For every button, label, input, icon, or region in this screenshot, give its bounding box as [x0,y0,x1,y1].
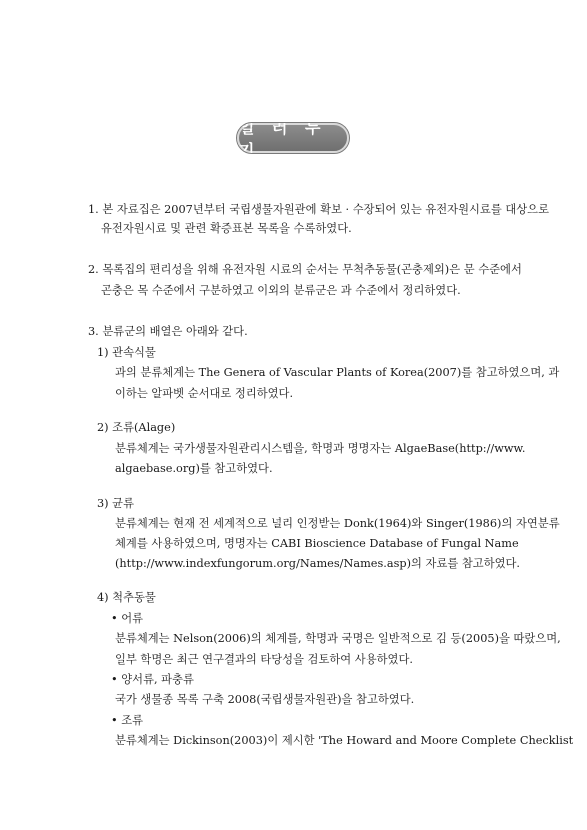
bullet-birds-label: • 조류 [111,714,144,727]
subsection-3-line-2: 체계를 사용하였으며, 명명자는 CABI Bioscience Database of Fungal Name [115,537,519,550]
subsection-3-heading: 3) 균류 [97,497,135,510]
subsection-4-heading: 4) 척추동물 [97,591,156,604]
subsection-1-line-1: 과의 분류체계는 The Genera of Vascular Plants of Korea(2007)를 참고하였으며, 과 [115,366,560,379]
subsection-1-line-2: 이하는 알파벳 순서대로 정리하였다. [115,387,294,400]
subsection-3-line-1: 분류체계는 현재 전 세계적으로 널리 인정받는 Donk(1964)와 Singer(1986)의 자연분류 [115,517,560,530]
bullet-fish-label: • 어류 [111,612,144,625]
section-1-line-1: 1. 본 자료집은 2007년부터 국립생물자원관에 확보 · 수장되어 있는 유전자원시료를 대상으로 [88,203,549,216]
section-2-line-2: 곤충은 목 수준에서 구분하였고 이외의 분류군은 과 수준에서 정리하였다. [101,284,461,297]
subsection-2-heading: 2) 조류(Alage) [97,421,176,434]
bullet-birds-line-1: 분류체계는 Dickinson(2003)이 제시한 'The Howard and Moore Complete Checklist [115,734,574,747]
subsection-2-line-2: algaebase.org)를 참고하였다. [115,462,273,475]
section-2-line-1: 2. 목록집의 편리성을 위해 유전자원 시료의 순서는 무척추동물(곤충제외)은 문 수준에서 [88,263,522,276]
bullet-amphibians-line-1: 국가 생물종 목록 구축 2008(국립생물자원관)을 참고하였다. [115,693,415,706]
page-title: 일 러 두 기 [237,123,349,153]
bullet-amphibians-label: • 양서류, 파충류 [111,673,194,686]
subsection-1-heading: 1) 관속식물 [97,346,156,359]
section-1-line-2: 유전자원시료 및 관련 확증표본 목록을 수록하였다. [101,222,352,235]
subsection-3-line-3: (http://www.indexfungorum.org/Names/Names.asp)의 자료를 참고하였다. [115,557,521,570]
bullet-fish-line-2: 일부 학명은 최근 연구결과의 타당성을 검토하여 사용하였다. [115,653,413,666]
section-3-heading: 3. 분류군의 배열은 아래와 같다. [88,325,248,338]
subsection-2-line-1: 분류체계는 국가생물자원관리시스템을, 학명과 명명자는 AlgaeBase(http://www. [115,442,526,455]
bullet-fish-line-1: 분류체계는 Nelson(2006)의 체계를, 학명과 국명은 일반적으로 김 등(2005)을 따랐으며, [115,632,561,645]
